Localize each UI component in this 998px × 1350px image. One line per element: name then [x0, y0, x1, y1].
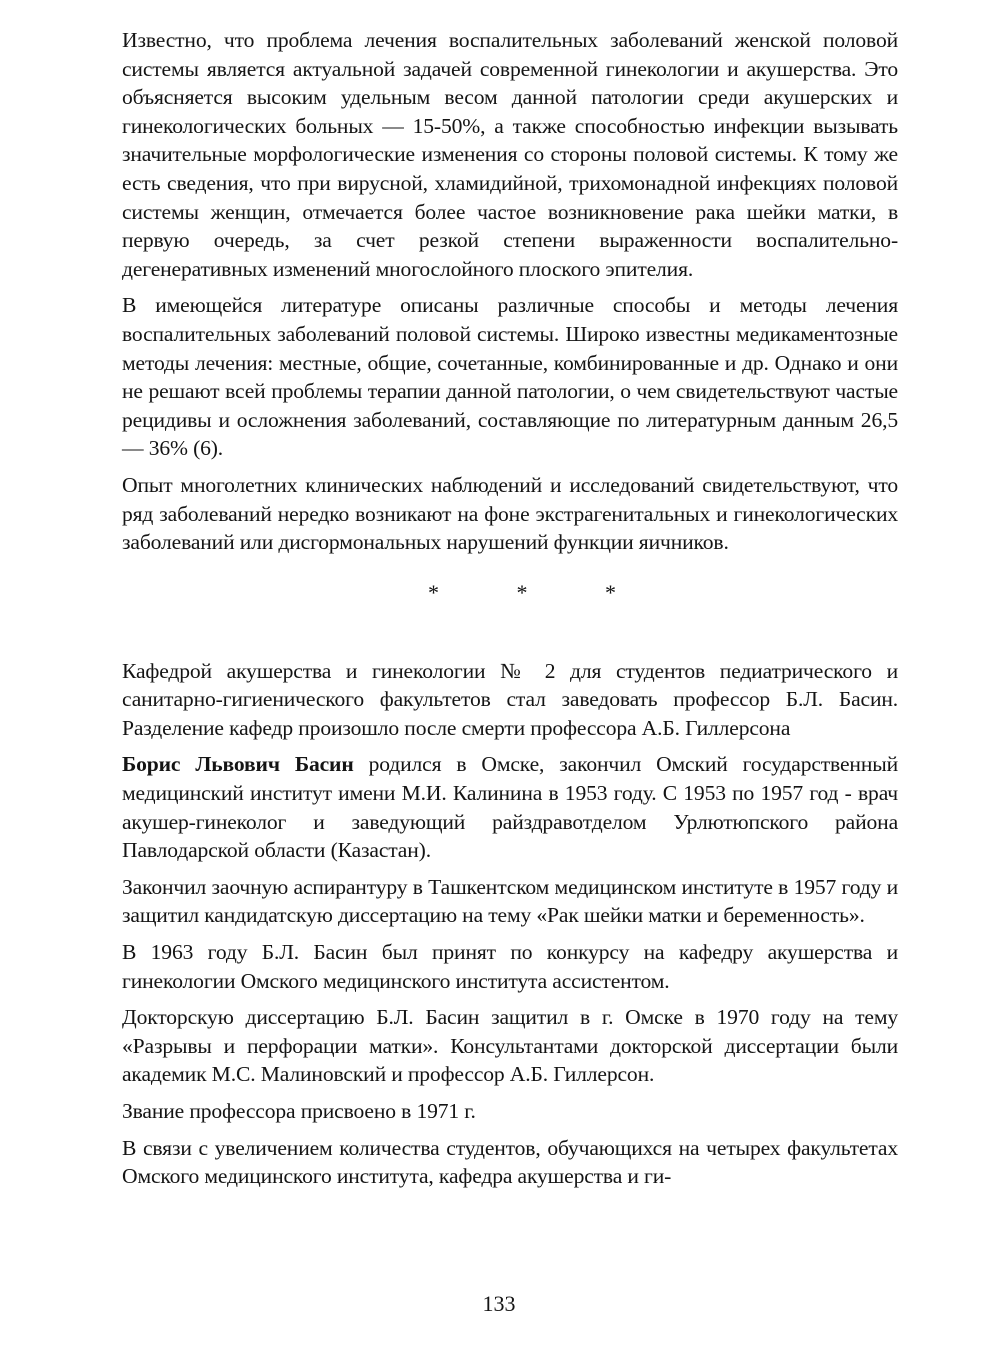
paragraph-biography: [122, 750, 898, 864]
paragraph-students-increase: В связи с увеличением количества студентов, обучающихся на четырех факультетах Омского медицинского института, кафедра акушерства и ги-: [122, 1135, 898, 1189]
paragraph-doctoral-thesis: Докторскую диссертацию Б.Л. Басин защитил в г. Омске в 1970 году на тему «Разрывы и перфорации матки». Консультантами докторской диссертации были академик М.С. Малиновский и профессор А.Б. Гиллерсон.: [122, 1005, 898, 1087]
paragraph-treatment-problem: Известно, что проблема лечения воспалительных заболеваний женской половой системы является актуальной задачей современной гинекологии и акушерства. Это объясняется высоким удельным весом данной патологии среди акушерских и гинекологических больных — 15-50%, а также способностью инфекции вызывать значительные морфологические изменения со стороны половой системы. К тому же есть сведения, что при вирусной, хламидийной, трихомонадной инфекциях половой системы женщин, отмечается более частое возникновение рака шейки матки, в первую очередь, за счет резкой степени выраженности воспалительно-дегенеративных изменений многослойного плоского эпителия.: [122, 28, 898, 281]
paragraph-department-intro: Кафедрой акушерства и гинекологии № 2 для студентов педиатрического и санитарно-гигиенического факультетов стал заведовать профессор Б.Л. Басин. Разделение кафедр произошло после смерти профессора А.Б. Гиллерсона: [122, 658, 898, 740]
page-body: [122, 26, 898, 1199]
paragraph-professor-title: Звание профессора присвоено в 1971 г.: [122, 1099, 476, 1123]
biography-text: родился в Омске, закончил Омский государственный медицинский институт имени М.И. Калинина в 1953 году. С 1953 по 1957 год - врач акушер-гинеколог и заведующий райздравотделом Урлютюпского района Павлодарской области (Казастан).: [122, 752, 898, 863]
paragraph-literature-methods: В имеющейся литературе описаны различные способы и методы лечения воспалительных заболеваний половой системы. Широко известны медикаментозные методы лечения: местные, общие, сочетанные, комбинированные и др. Однако и они не решают всей проблемы терапии данной патологии, о чем свидетельствуют частые рецидивы и осложнения заболеваний, составляющие по литературным данным 26,5 — 36% (6).: [122, 293, 898, 461]
biography-name: Борис Львович Басин: [122, 752, 354, 777]
section-separator: * * *: [428, 579, 652, 605]
paragraph-postgraduate: Закончил заочную аспирантуру в Ташкентском медицинском институте в 1957 году и защитил кандидатскую диссертацию на тему «Рак шейки матки и беременность».: [122, 874, 898, 928]
paragraph-assistant: В 1963 году Б.Л. Басин был принят по конкурсу на кафедру акушерства и гинекологии Омского медицинского института ассистентом.: [122, 940, 898, 993]
paragraph-clinical-observations: Опыт многолетних клинических наблюдений и исследований свидетельствуют, что ряд заболеваний нередко возникают на фоне экстрагенитальных и гинекологических заболеваний или дисгормональных нарушений функции яичников.: [122, 472, 898, 555]
page-number: 133: [482, 1291, 516, 1316]
